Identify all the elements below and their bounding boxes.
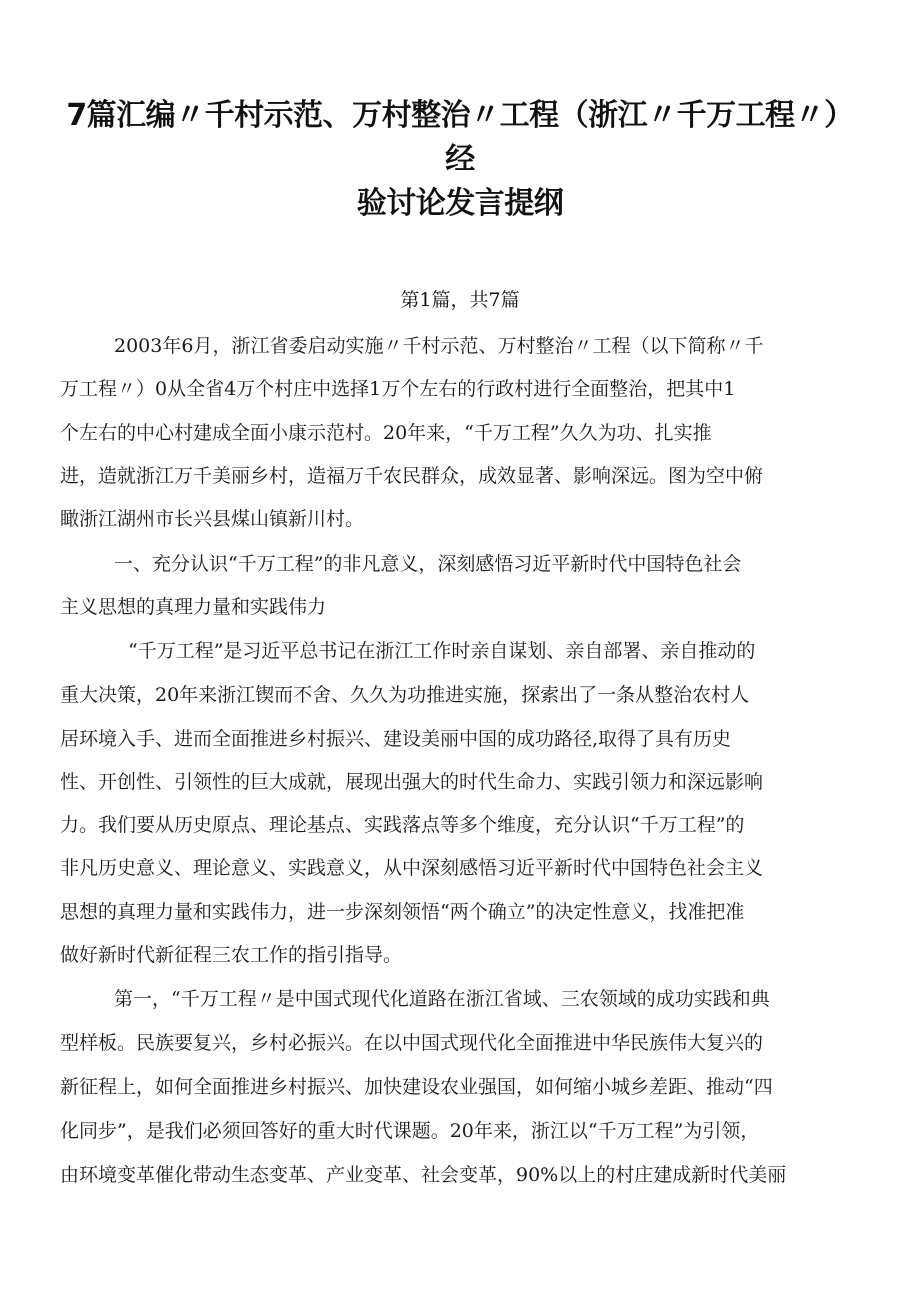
document-title-line-1b: 经 — [445, 142, 475, 177]
body-line: 新征程上，如何全面推进乡村振兴、加快建设农业强国，如何缩小城乡差距、推动“四 — [60, 1076, 773, 1098]
body-line: 由环境变革催化带动生态变革、产业变革、社会变革，90%以上的村庄建成新时代美丽 — [60, 1164, 787, 1186]
document-title-line-2: 验讨论发言提纲 — [356, 186, 564, 221]
document-subtitle: 第1篇，共7篇 — [400, 289, 520, 311]
body-line: 进，造就浙江万千美丽乡村，造福万千农民群众，成效显著、影响深远。图为空中俯 — [60, 465, 764, 487]
body-line: 性、开创性、引领性的巨大成就，展现出强大的时代生命力、实践引领力和深远影响 — [60, 771, 764, 793]
section-heading-line: 一、充分认识“千万工程”的非凡意义，深刻感悟习近平新时代中国特色社会 — [114, 553, 742, 575]
body-line: 化同步”，是我们必须回答好的重大时代课题。20年来，浙江以“千万工程”为引领， — [60, 1120, 760, 1142]
body-line: “千万工程”是习近平总书记在浙江工作时亲自谋划、亲自部署、亲自推动的 — [128, 640, 756, 662]
body-line: 第一，“千万工程〃是中国式现代化道路在浙江省域、三农领域的成功实践和典 — [114, 988, 770, 1010]
body-line: 居环境入手、进而全面推进乡村振兴、建设美丽中国的成功路径,取得了具有历史 — [60, 728, 732, 750]
section-heading-line: 主义思想的真理力量和实践伟力 — [60, 596, 327, 618]
body-line: 瞰浙江湖州市长兴县煤山镇新川村。 — [60, 508, 365, 530]
body-line: 力。我们要从历史原点、理论基点、实践落点等多个维度，充分认识“千万工程”的 — [60, 814, 745, 836]
body-line: 思想的真理力量和实践伟力，进一步深刻领悟“两个确立”的决定性意义，找准把准 — [60, 901, 745, 923]
body-line: 万工程〃）0从全省4万个村庄中选择1万个左右的行政村进行全面整治，把其中1 — [60, 378, 736, 400]
body-line: 非凡历史意义、理论意义、实践意义，从中深刻感悟习近平新时代中国特色社会主义 — [60, 857, 764, 879]
document-title-line-1: 7篇汇编〃千村示范、万村整治〃工程（浙江〃千万工程〃） — [66, 98, 854, 133]
body-line: 个左右的中心村建成全面小康示范村。20年来，“千万工程”久久为功、扎实推 — [60, 422, 712, 444]
body-line: 型样板。民族要复兴，乡村必振兴。在以中国式现代化全面推进中华民族伟大复兴的 — [60, 1032, 764, 1054]
body-line: 重大决策，20年来浙江锲而不舍、久久为功推进实施，探索出了一条从整治农村人 — [60, 684, 750, 706]
body-line: 做好新时代新征程三农工作的指引指导。 — [60, 944, 403, 966]
body-line: 2003年6月，浙江省委启动实施〃千村示范、万村整治〃工程（以下简称〃千 — [114, 335, 764, 357]
